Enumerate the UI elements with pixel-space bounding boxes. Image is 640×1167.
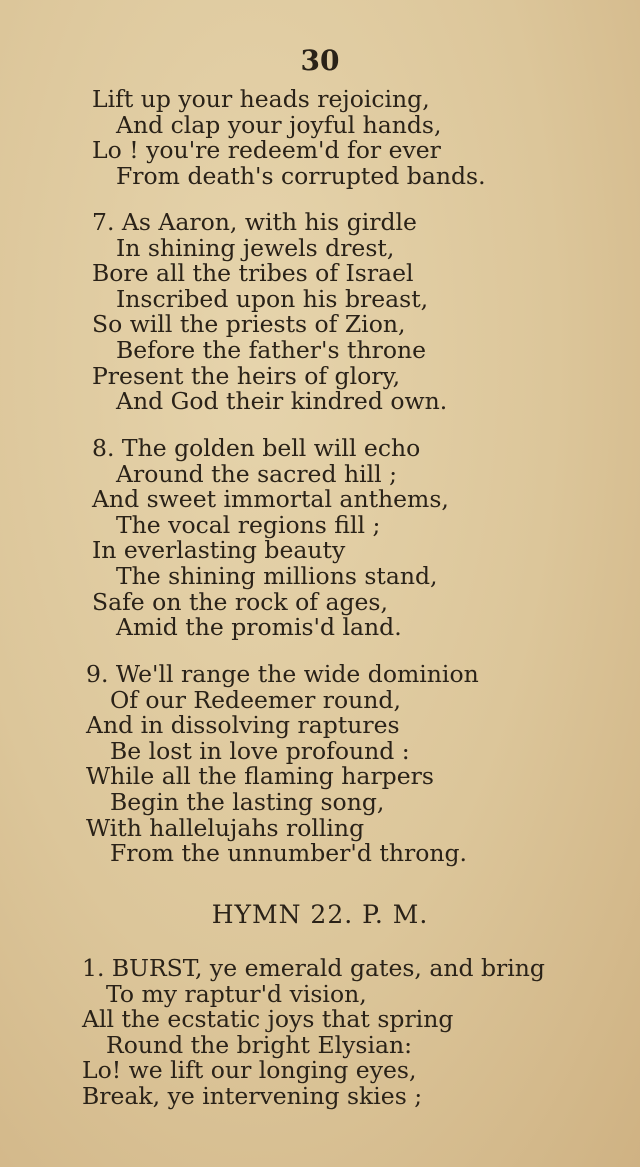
verse-line: And God their kindred own. [116,387,448,416]
verse-line: 8. The golden bell will echo [92,434,421,462]
stanza-9 [86,662,479,867]
verse-line: The shining millions stand, [116,561,438,590]
verse-line: Before the father's throne [116,335,427,364]
verse-line: Be lost in love profound : [110,736,410,765]
verse-line: Break, ye intervening skies ; [82,1081,423,1110]
verse-line: From death's corrupted bands. [116,161,486,190]
verse-line: And clap your joyful hands, [116,110,442,139]
verse-line: In everlasting beauty [92,536,346,565]
stanza-continuation [92,87,486,189]
verse-line: Round the bright Elysian: [106,1030,413,1059]
verse-line: Begin the lasting song, [110,787,385,816]
verse-line: And in dissolving raptures [86,711,400,740]
verse-line: Safe on the rock of ages, [92,587,388,616]
verse-line: To my raptur'd vision, [106,979,367,1008]
verse-line: The vocal regions fill ; [116,510,381,539]
verse-line: From the unnumber'd throng. [110,839,467,868]
verse-line: Present the heirs of glory, [92,361,401,390]
verse-line: And sweet immortal anthems, [92,485,449,514]
verse-line: In shining jewels drest, [116,233,395,262]
verse-line: With hallelujahs rolling [86,813,365,842]
verse-line: 1. BURST, ye emerald gates, and bring [82,954,545,982]
verse-line: Amid the promis'd land. [116,613,402,642]
verse-line: Lo ! you're redeem'd for ever [92,136,441,165]
verse-line: Lo! we lift our longing eyes, [82,1056,417,1085]
verse-line: So will the priests of Zion, [92,310,406,339]
stanza-7 [92,210,447,415]
verse-line: 9. We'll range the wide dominion [86,660,479,688]
verse-line: All the ecstatic joys that spring [82,1005,454,1034]
verse-line: Bore all the tribes of Israel [92,259,414,288]
verse-line: Around the sacred hill ; [116,459,398,488]
hymn-heading: HYMN 22. P. M. [211,900,429,929]
hymn-22-stanza-1 [82,956,545,1110]
page-number: 30 [300,44,340,77]
verse-line: 7. As Aaron, with his girdle [92,208,417,236]
stanza-8 [92,436,449,641]
verse-line: Inscribed upon his breast, [116,284,429,313]
verse-line: While all the flaming harpers [86,762,434,791]
verse-line: Lift up your heads rejoicing, [92,85,430,113]
verse-line: Of our Redeemer round, [110,685,401,714]
